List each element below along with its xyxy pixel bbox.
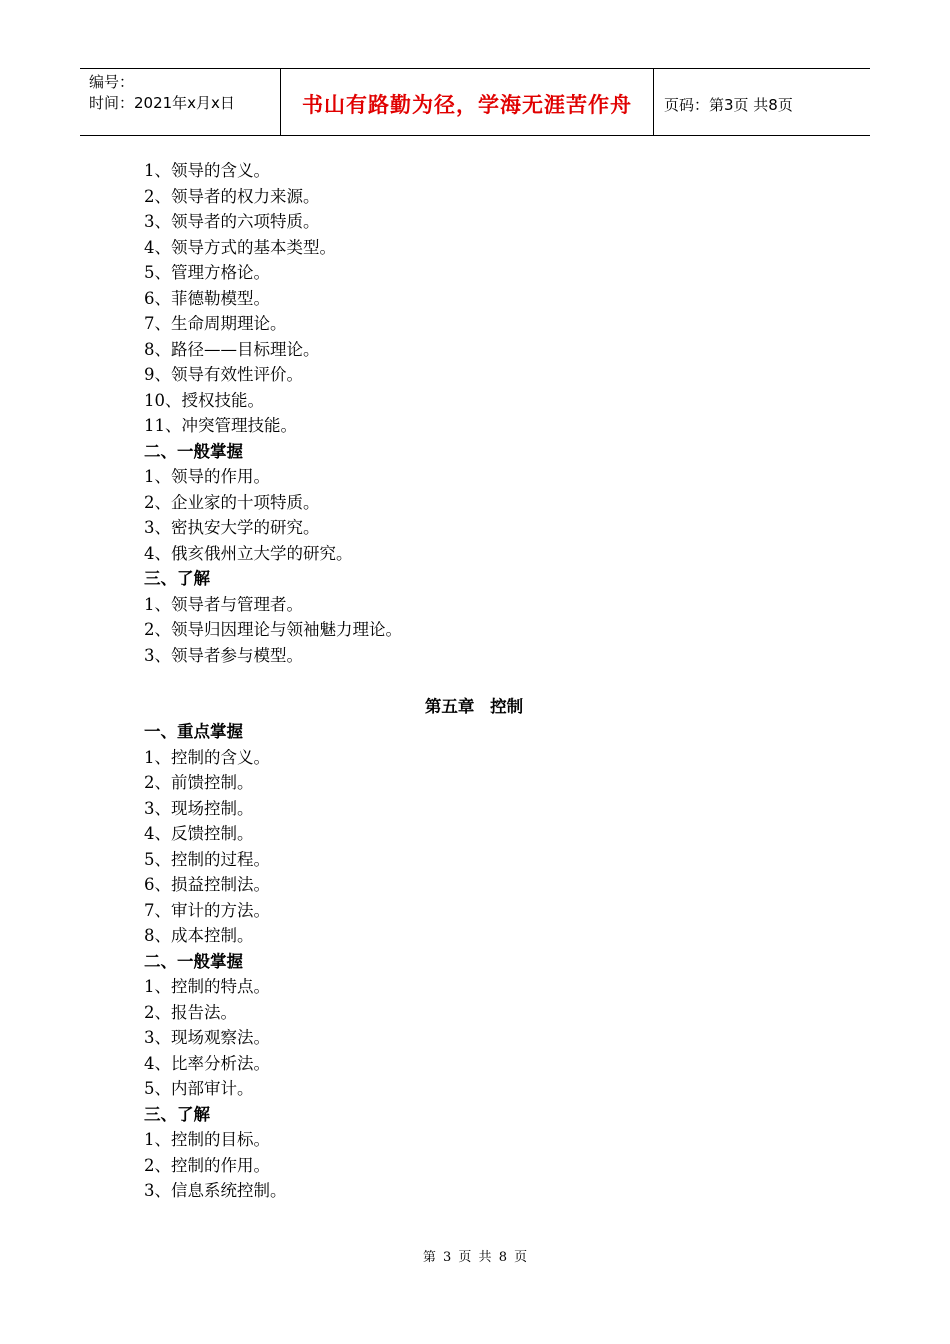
- list-item: 3、领导者参与模型。: [144, 645, 303, 665]
- header-page-code: 页码：第3页 共8页: [664, 95, 793, 114]
- list-item: 5、控制的过程。: [144, 849, 270, 869]
- list-item: 10、授权技能。: [144, 390, 264, 410]
- list-item: 8、成本控制。: [144, 926, 254, 945]
- list-item: 5、内部审计。: [144, 1079, 254, 1098]
- date-label: 时间：2021年x月x日: [89, 94, 235, 112]
- list-item: 7、生命周期理论。: [144, 314, 287, 333]
- list-item: 11、冲突管理技能。: [144, 416, 297, 435]
- list-item: 4、比率分析法。: [144, 1053, 270, 1073]
- code-label: 编号：: [89, 73, 135, 91]
- list-item: 7、审计的方法。: [144, 900, 270, 920]
- header-slogan: 书山有路勤为径，学海无涯苦作舟: [281, 69, 654, 135]
- list-item: 1、领导的作用。: [144, 467, 270, 486]
- list-item: 2、领导归因理论与领袖魅力理论。: [144, 620, 402, 639]
- list-item: 2、前馈控制。: [144, 773, 254, 792]
- page-header: [80, 68, 870, 136]
- list-item: 4、俄亥俄州立大学的研究。: [144, 543, 353, 563]
- list-item: 1、领导者与管理者。: [144, 594, 303, 614]
- blank-line: [144, 668, 804, 694]
- list-item: 2、报告法。: [144, 1002, 237, 1022]
- list-item: 4、反馈控制。: [144, 824, 254, 843]
- list-item: 2、控制的作用。: [144, 1155, 270, 1175]
- section-heading: 二、一般掌握: [144, 951, 243, 971]
- list-item: 6、损益控制法。: [144, 875, 270, 894]
- document-body: [144, 158, 804, 1204]
- list-item: 2、企业家的十项特质。: [144, 492, 320, 512]
- section-heading: 二、一般掌握: [144, 441, 243, 461]
- section-heading: 一、重点掌握: [144, 722, 243, 741]
- page-footer: 第 3 页 共 8 页: [422, 1250, 528, 1265]
- list-item: 8、路径——目标理论。: [144, 339, 320, 359]
- list-item: 3、信息系统控制。: [144, 1181, 287, 1200]
- section-heading: 三、了解: [144, 1104, 210, 1124]
- list-item: 3、现场观察法。: [144, 1028, 270, 1047]
- header-meta: [80, 69, 281, 135]
- list-item: 1、控制的特点。: [144, 977, 270, 996]
- list-item: 1、领导的含义。: [144, 161, 270, 180]
- list-item: 9、领导有效性评价。: [144, 365, 303, 384]
- list-item: 3、密执安大学的研究。: [144, 518, 320, 537]
- list-item: 1、控制的目标。: [144, 1130, 270, 1149]
- list-item: 3、现场控制。: [144, 798, 254, 818]
- list-item: 1、控制的含义。: [144, 747, 270, 767]
- list-item: 2、领导者的权力来源。: [144, 186, 320, 206]
- list-item: 6、菲德勒模型。: [144, 288, 270, 308]
- list-item: 4、领导方式的基本类型。: [144, 237, 336, 257]
- chapter-title: 第五章 控制: [424, 696, 524, 716]
- section-heading: 三、了解: [144, 569, 210, 588]
- list-item: 3、领导者的六项特质。: [144, 212, 320, 231]
- list-item: 5、管理方格论。: [144, 263, 270, 282]
